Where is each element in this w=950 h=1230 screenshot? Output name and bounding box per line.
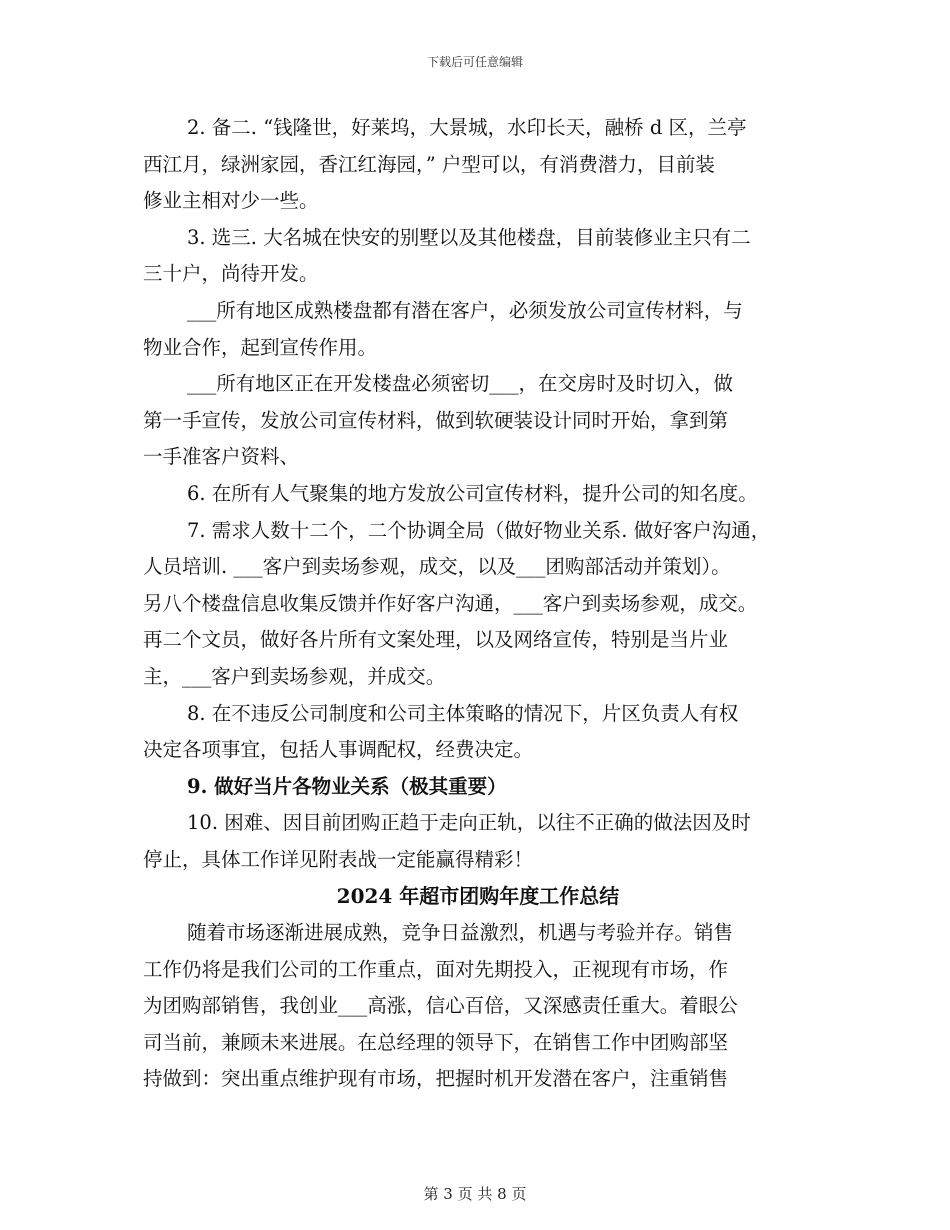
text-line: 工作仍将是我们公司的工作重点，面对先期投入，正视现有市场，作: [143, 957, 729, 981]
text-line: 修业主相对少一些。: [143, 189, 319, 213]
text-line: 持做到：突出重点维护现有市场，把握时机开发潜在客户，注重销售: [143, 1067, 729, 1091]
text-line: 司当前，兼顾未来进展。在总经理的领导下，在销售工作中团购部坚: [143, 1030, 729, 1054]
text-line: 第一手宣传，发放公司宣传材料，做到软硬装设计同时开始，拿到第: [143, 408, 729, 432]
text-line: ___所有地区正在开发楼盘必须密切___，在交房时及时切入，做: [187, 372, 734, 396]
text-line: ___所有地区成熟楼盘都有潜在客户，必须发放公司宣传材料，与: [187, 298, 743, 322]
text-line: 再二个文员，做好各片所有文案处理，以及网络宣传，特别是当片业: [143, 628, 729, 652]
text-line: 9. 做好当片各物业关系（极其重要）: [187, 774, 507, 798]
text-line: 物业合作，起到宣传作用。: [143, 335, 378, 359]
text-line: 2. 备二. “钱隆世，好莱坞，大景城，水印长天，融桥 d 区，兰亭: [187, 116, 747, 139]
text-line: 另八个楼盘信息收集反馈并作好客户沟通，___客户到卖场参观，成交。: [143, 591, 758, 615]
text-line: 6. 在所有人气聚集的地方发放公司宣传材料，提升公司的知名度。: [187, 481, 758, 505]
text-line: 7. 需求人数十二个，二个协调全局（做好物业关系. 做好客户沟通，: [187, 518, 771, 542]
text-line: 8. 在不违反公司制度和公司主体策略的情况下，片区负责人有权: [187, 701, 739, 725]
text-line: 随着市场逐渐进展成熟，竞争日益激烈，机遇与考验并存。销售: [187, 921, 734, 945]
text-line: 主，___客户到卖场参观，并成交。: [143, 664, 446, 688]
text-line: 决定各项事宜，包括人事调配权，经费决定。: [143, 738, 534, 762]
page-header-note: 下载后可任意编辑: [426, 55, 523, 69]
text-line: 10. 困难、因目前团购正趋于走向正轨，以往不正确的做法因及时: [187, 811, 751, 835]
page-number-footer: 第 3 页 共 8 页: [423, 1185, 527, 1203]
text-line: 为团购部销售，我创业___高涨，信心百倍，又深感责任重大。着眼公: [143, 994, 738, 1018]
document-body: [143, 110, 813, 1098]
text-line: 三十户，尚待开发。: [143, 262, 319, 286]
text-line: 西江月，绿洲家园，香江红海园，” 户型可以，有消费潜力，目前装: [143, 152, 715, 176]
text-line: 3. 选三. 大名城在快安的别墅以及其他楼盘，目前装修业主只有二: [187, 225, 751, 249]
section-title: 2024 年超市团购年度工作总结: [336, 884, 620, 909]
text-line: 人员培训. ___客户到卖场参观，成交，以及___团购部活动并策划）。: [143, 555, 731, 579]
text-line: 停止，具体工作详见附表战一定能赢得精彩！: [143, 847, 534, 871]
text-line: 一手准客户资料、: [143, 445, 300, 469]
